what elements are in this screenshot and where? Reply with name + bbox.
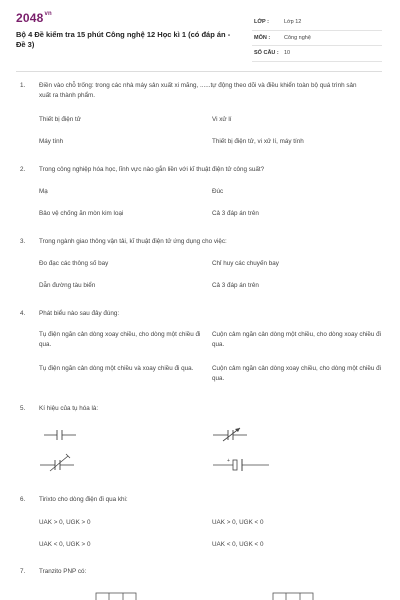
document-header (0, 0, 400, 66)
answer-option[interactable]: Cuộn cảm ngăn cản dòng xoay chiều, cho dòng một chiều đi qua. (212, 365, 382, 382)
meta-value: Công nghệ (284, 34, 311, 41)
variable-capacitor-symbol-option[interactable] (213, 425, 249, 443)
question-5 (20, 404, 380, 414)
question-text: Kí hiệu của tụ hóa là: (39, 405, 99, 412)
meta-value: Lớp 12 (284, 19, 302, 25)
question-7 (20, 567, 380, 577)
answer-option[interactable]: Cả 3 đáp án trên (212, 210, 259, 217)
svg-text:+: + (227, 458, 230, 464)
question-number: 7. (20, 568, 26, 575)
question-number: 3. (20, 238, 26, 245)
meta-value: 10 (284, 50, 291, 56)
question-1 (20, 81, 380, 101)
answer-option[interactable]: Cả 3 đáp án trên (212, 282, 259, 289)
question-6 (20, 495, 380, 505)
page-title: Bộ 4 Đề kiểm tra 15 phút Công nghệ 12 Học kì 1 (có đáp án - Đề 3) (16, 30, 231, 49)
question-number: 2. (20, 166, 26, 173)
question-number: 5. (20, 405, 26, 412)
meta-table (252, 15, 382, 62)
answer-option[interactable]: UAK < 0, UGK < 0 (212, 541, 264, 548)
question-text: Phát biểu nào sau đây đúng: (39, 310, 120, 317)
answer-option[interactable]: UAK > 0, UGK < 0 (212, 519, 264, 526)
answer-option[interactable]: Dẫn đường tàu biển (39, 282, 96, 289)
question-text: Tirixto cho dòng điện đi qua khi: (39, 496, 128, 503)
divider (16, 71, 382, 72)
electrolytic-capacitor-symbol-option[interactable] (213, 457, 271, 473)
transistor-figure-option[interactable] (272, 592, 314, 600)
answer-option[interactable]: UAK > 0, UGK > 0 (39, 519, 91, 526)
answer-option[interactable]: Tụ điện ngăn cản dòng một chiều và xoay chiều đi qua. (39, 365, 194, 372)
question-number: 1. (20, 82, 26, 89)
meta-label: MÔN : (254, 34, 271, 41)
meta-row-subject (252, 31, 382, 47)
answer-option[interactable]: Cuộn cảm ngăn cản dòng một chiều, cho dòng xoay chiều đi qua. (212, 331, 382, 348)
answer-option[interactable]: Mạ (39, 188, 48, 195)
answer-option[interactable]: Vi xử lí (212, 116, 232, 123)
answer-option[interactable]: Máy tính (39, 138, 64, 145)
answer-option[interactable]: Đo đạc các thông số bay (39, 260, 109, 267)
capacitor-symbol-option[interactable] (44, 428, 78, 442)
meta-row-class (252, 15, 382, 31)
meta-label: LỚP : (254, 19, 269, 25)
answer-option[interactable]: UAK < 0, UGK > 0 (39, 541, 91, 548)
trimmer-capacitor-symbol-option[interactable] (40, 453, 76, 473)
answer-option[interactable]: Chỉ huy các chuyến bay (212, 260, 279, 267)
question-2 (20, 165, 380, 175)
answer-option[interactable]: Thiết bị điện tử, vi xử lí, máy tính (212, 138, 304, 145)
question-text: Điền vào chỗ trống: trong các nhà máy sản xuất xi măng, ......tự động theo dõi và điều khiển toàn bộ quá trình sản xuất ra thành phẩm. (39, 82, 357, 99)
question-3 (20, 237, 380, 247)
question-number: 4. (20, 310, 26, 317)
question-text: Trong ngành giao thông vận tải, kĩ thuật điện tử ứng dụng cho việc: (39, 238, 227, 245)
question-text: Trong công nghiệp hóa học, lĩnh vực nào gắn liền với kĩ thuật điện tử công suất? (39, 166, 265, 173)
question-number: 6. (20, 496, 26, 503)
site-logo[interactable]: $2048^{vn}$ (16, 11, 52, 25)
answer-option[interactable]: Thiết bị điện tử (39, 116, 82, 123)
answer-option[interactable]: Bảo vệ chống ăn mòn kim loại (39, 210, 124, 217)
question-text: Tranzito PNP có: (39, 568, 87, 575)
question-4 (20, 309, 380, 319)
meta-label: SỐ CÂU : (254, 50, 279, 56)
transistor-figure-option[interactable] (95, 592, 137, 600)
answer-option[interactable]: Đúc (212, 188, 224, 195)
answer-option[interactable]: Tụ điện ngăn cản dòng xoay chiều, cho dòng một chiều đi qua. (39, 331, 201, 348)
meta-row-count (252, 46, 382, 62)
